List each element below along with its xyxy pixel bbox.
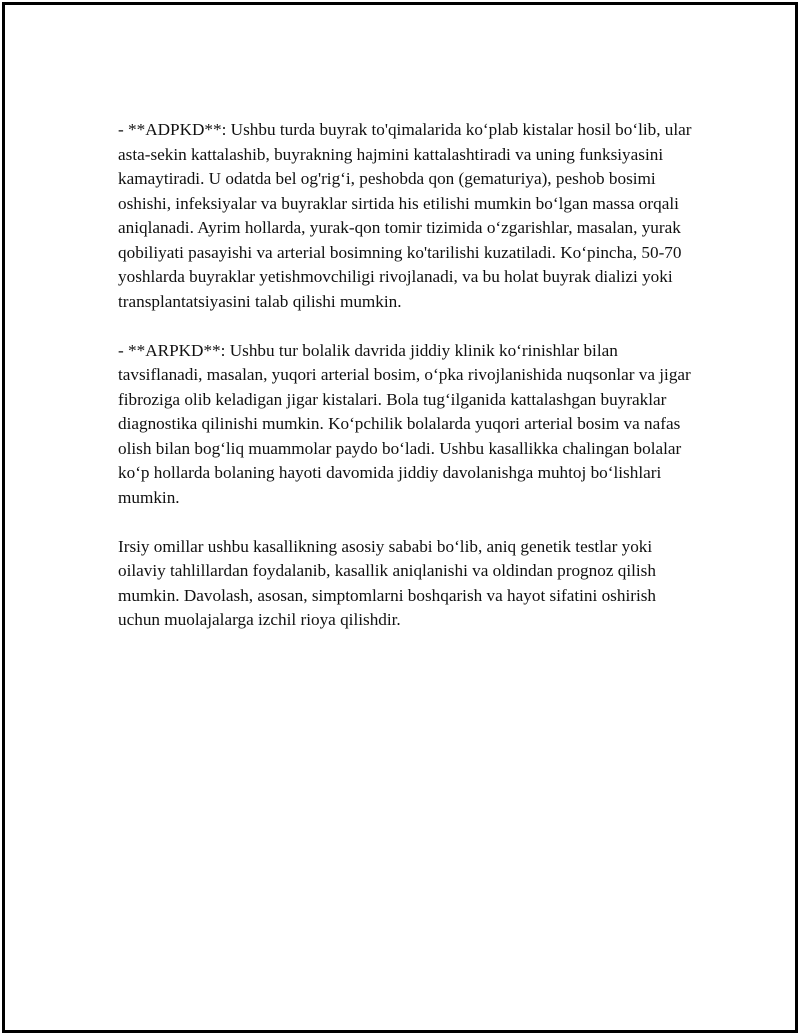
document-body [118, 118, 698, 657]
paragraph-hereditary-factors: Irsiy omillar ushbu kasallikning asosiy sababi bo‘lib, aniq genetik testlar yoki oilaviy tahlillardan foydalanib, kasallik aniqlanishi va oldindan prognoz qilish mumkin. Davolash, asosan, simptomlarni boshqarish va hayot sifatini oshirish uchun muolajalarga izchil rioya qilishdir. [118, 536, 657, 629]
document-page [2, 2, 798, 1033]
paragraph-arpkd: - **ARPKD**: Ushbu tur bolalik davrida jiddiy klinik ko‘rinishlar bilan tavsiflanadi, masalan, yuqori arterial bosim, o‘pka rivojlanishida nuqsonlar va jigar fibroziga olib keladigan jigar kistalari. Bola tug‘ilganida kattalashgan buyraklar diagnostika qilinishi mumkin. Ko‘pchilik bolalarda yuqori arterial bosim va nafas olish bilan bog‘liq muammolar paydo bo‘ladi. Ushbu kasallikka chalingan bolalar ko‘p hollarda bolaning hayoti davomida jiddiy davolanishga muhtoj bo‘lishlari mumkin. [118, 340, 691, 507]
paragraph-adpkd: - **ADPKD**: Ushbu turda buyrak to'qimalarida ko‘plab kistalar hosil bo‘lib, ular asta-sekin kattalashib, buyrakning hajmini kattalashtiradi va uning funksiyasini kamaytiradi. U odatda bel og'rig‘i, peshobda qon (gematuriya), peshob bosimi oshishi, infeksiyalar va buyraklar sirtida his etilishi mumkin bo‘lgan massa orqali aniqlanadi. Ayrim hollarda, yurak-qon tomir tizimida o‘zgarishlar, masalan, yurak qobiliyati pasayishi va arterial bosimning ko'tarilishi kuzatiladi. Ko‘pincha, 50-70 yoshlarda buyraklar yetishmovchiligi rivojlanadi, va bu holat buyrak dializi yoki transplantatsiyasini talab qilishi mumkin. [118, 120, 692, 311]
